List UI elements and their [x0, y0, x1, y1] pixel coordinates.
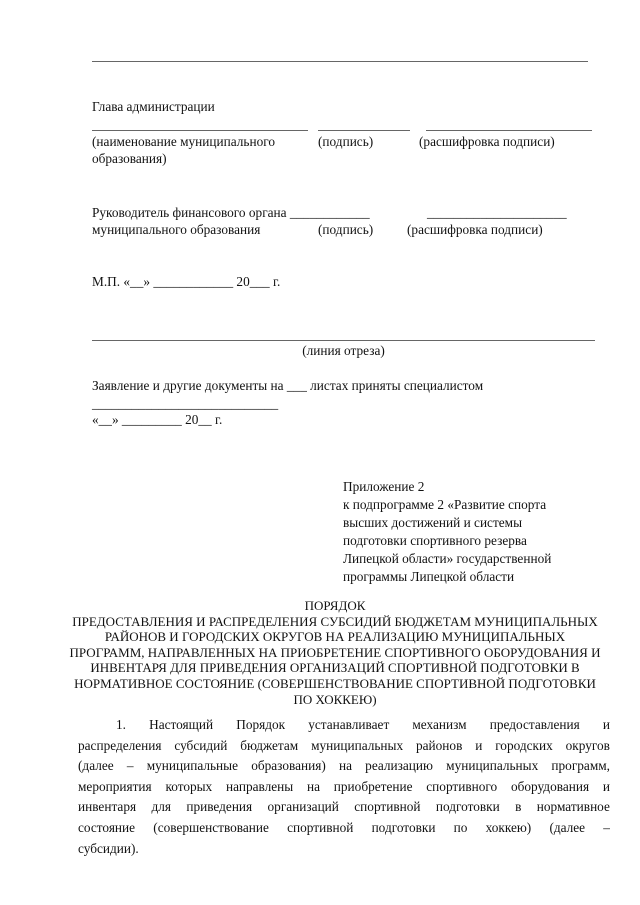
- word: на: [306, 778, 321, 794]
- paragraph-line: [78, 736, 610, 757]
- order-title-line: ИНВЕНТАРЯ ДЛЯ ПРИВЕДЕНИЯ ОРГАНИЗАЦИЙ СПОРТИВНОЙ ПОДГОТОВКИ В: [90, 660, 580, 676]
- word: реализацию: [365, 758, 433, 774]
- word: –: [603, 819, 610, 835]
- name-signature-line: [92, 130, 308, 131]
- appendix-line: Липецкой области» государственной: [343, 551, 552, 566]
- paragraph-line: [78, 715, 610, 736]
- word: приведения: [186, 799, 253, 815]
- word: спортивного: [426, 778, 498, 794]
- appendix-line: Приложение 2: [343, 479, 425, 494]
- name-caption-continued: образования): [92, 151, 167, 166]
- word: спортивной: [287, 819, 354, 835]
- decoding-line: [426, 130, 592, 131]
- word: подготовки: [371, 819, 436, 835]
- receipt-date-line: «__» _________ 20__ г.: [92, 412, 223, 427]
- word: которых: [165, 778, 213, 794]
- word: приобретение: [333, 778, 413, 794]
- finance-head-label: Руководитель финансового органа ____________: [92, 205, 370, 220]
- word: для: [151, 799, 171, 815]
- finance-head-label-continued: муниципального образования: [92, 222, 261, 237]
- appendix-line: к подпрограмме 2 «Развитие спорта: [343, 497, 547, 512]
- word: программ,: [551, 758, 610, 774]
- word: в: [515, 799, 522, 815]
- order-title-line: НОРМАТИВНОЕ СОСТОЯНИЕ (СОВЕРШЕНСТВОВАНИЕ СПОРТИВНОЙ ПОДГОТОВКИ: [74, 676, 596, 691]
- order-title-line: РАЙОНОВ И ГОРОДСКИХ ОКРУГОВ НА РЕАЛИЗАЦИЮ МУНИЦИПАЛЬНЫХ: [104, 629, 566, 645]
- word: организаций: [267, 799, 339, 815]
- word: спортивной: [354, 799, 421, 815]
- finance-decoding-caption: (расшифровка подписи): [407, 222, 543, 237]
- signature-line: [318, 130, 410, 131]
- word: субсидии).: [78, 840, 139, 856]
- word: муниципальных: [446, 758, 539, 774]
- order-title-line: ПО ХОККЕЮ): [293, 691, 377, 707]
- receipt-signature-blank: ____________________________: [92, 396, 279, 411]
- order-title: ПОРЯДОК: [304, 598, 366, 613]
- finance-signature-caption: (подпись): [318, 222, 374, 237]
- word: (далее: [78, 758, 114, 774]
- word: мероприятия: [78, 778, 152, 794]
- cut-line-label: (линия отреза): [302, 343, 385, 358]
- name-caption: (наименование муниципального: [92, 134, 276, 149]
- word: (далее: [549, 819, 586, 835]
- signature-caption: (подпись): [318, 134, 374, 149]
- word: нормативное: [536, 799, 610, 815]
- word: на: [338, 758, 352, 774]
- cut-line: [92, 340, 595, 341]
- stamp-date-line: М.П. «__» ____________ 20___ г.: [92, 274, 281, 289]
- word: подготовки: [435, 799, 500, 815]
- word: распределения: [78, 737, 162, 753]
- finance-decoding-blank: _____________________: [427, 205, 567, 220]
- word: муниципальных: [311, 737, 404, 753]
- word: районов: [415, 737, 463, 753]
- decoding-caption: (расшифровка подписи): [419, 134, 555, 149]
- word: Порядок: [236, 717, 286, 732]
- word: субсидий: [174, 737, 228, 753]
- word: образования): [251, 758, 326, 774]
- paragraph-line: [78, 756, 610, 777]
- word: хоккею): [485, 819, 532, 835]
- word: и: [475, 737, 483, 753]
- word: и: [602, 778, 610, 794]
- paragraph-1: [78, 715, 610, 859]
- appendix-line: высших достижений и системы: [343, 515, 523, 530]
- word: направлены: [226, 778, 294, 794]
- word: и: [602, 717, 610, 732]
- word: –: [126, 758, 134, 774]
- word: городских: [495, 737, 553, 753]
- appendix-line: программы Липецкой области: [343, 569, 515, 584]
- paragraph-line: [78, 839, 610, 860]
- order-title-line: ПРЕДОСТАВЛЕНИЯ И РАСПРЕДЕЛЕНИЯ СУБСИДИЙ БЮДЖЕТАМ МУНИЦИПАЛЬНЫХ: [72, 613, 598, 629]
- receipt-statement: Заявление и другие документы на ___ листах приняты специалистом: [92, 378, 484, 393]
- order-title-line: ПРОГРАММ, НАПРАВЛЕННЫХ НА ПРИОБРЕТЕНИЕ СПОРТИВНОГО ОБОРУДОВАНИЯ И: [69, 644, 601, 660]
- word: механизм: [412, 717, 467, 732]
- top-divider: [92, 61, 588, 62]
- word: инвентаря: [78, 799, 137, 815]
- word: муниципальные: [146, 758, 238, 774]
- word: (совершенствование: [153, 819, 269, 835]
- word: предоставления: [489, 717, 580, 732]
- word: Настоящий: [149, 717, 214, 732]
- appendix-line: подготовки спортивного резерва: [343, 533, 527, 548]
- word: устанавливает: [308, 717, 390, 732]
- word: по: [453, 819, 468, 835]
- paragraph-line: [78, 777, 610, 798]
- head-title: Глава администрации: [92, 99, 215, 114]
- word: округов: [565, 737, 610, 753]
- paragraph-line: [78, 818, 610, 839]
- word: бюджетам: [240, 737, 299, 753]
- word: оборудования: [510, 778, 590, 794]
- word: 1.: [116, 717, 126, 732]
- word: состояние: [78, 819, 136, 835]
- paragraph-line: [78, 797, 610, 818]
